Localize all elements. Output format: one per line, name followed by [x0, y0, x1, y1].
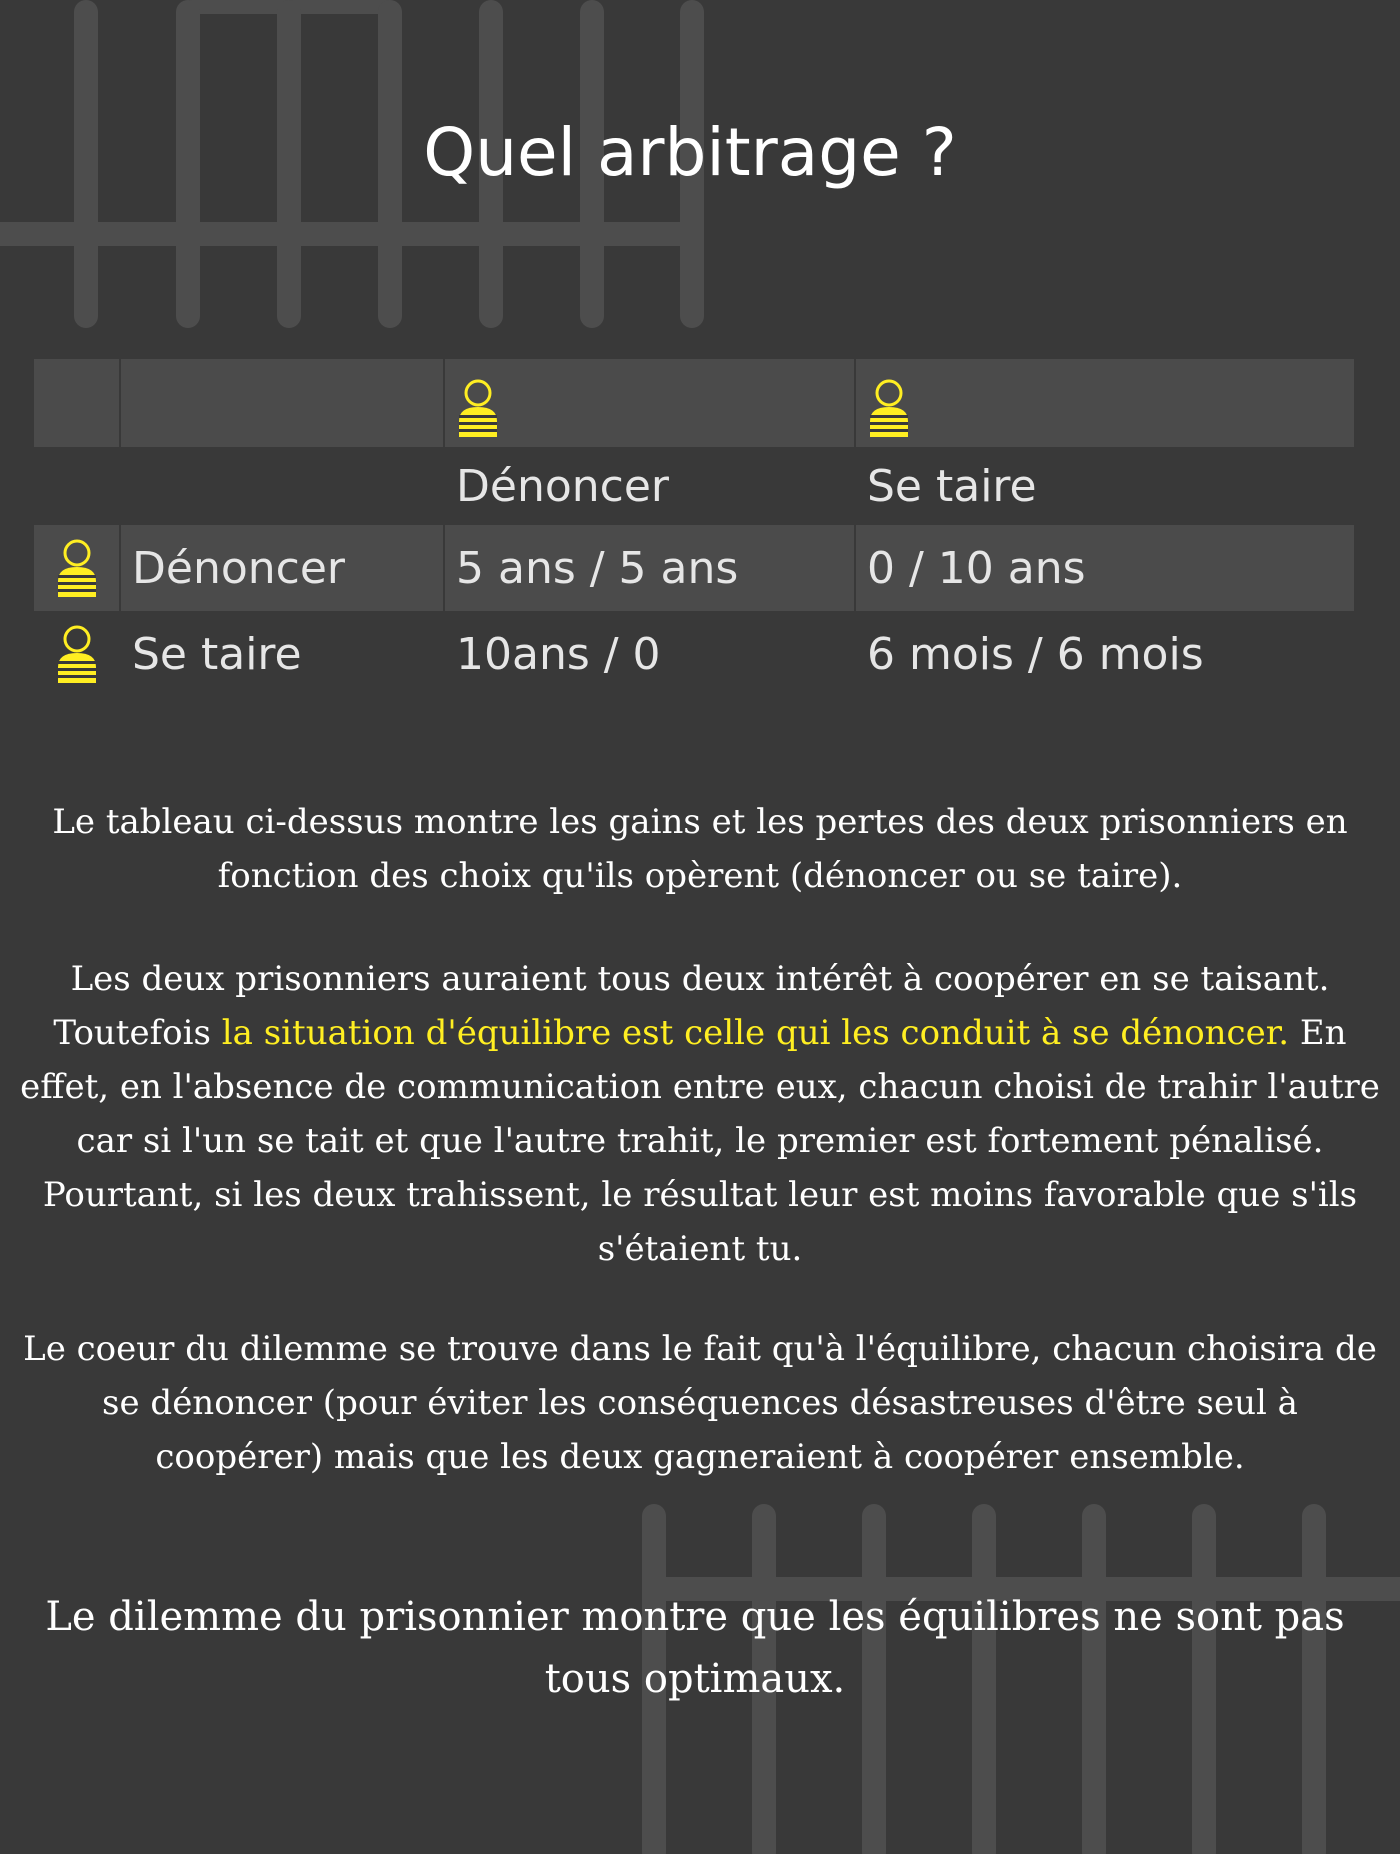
table-cell: 10ans / 0 [445, 611, 856, 697]
prisoner-pawn-icon [456, 377, 500, 439]
conclusion-text: Le dilemme du prisonnier montre que les équilibres ne sont pas tous optimaux. [45, 1594, 1345, 1702]
prisoner-pawn-icon [867, 377, 911, 439]
table-cell: 5 ans / 5 ans [445, 525, 856, 611]
explanation-paragraph-1: Le tableau ci-dessus montre les gains et les pertes des deux prisonniers en fonction des choix qu'ils opèrent (dénoncer ou se taire). [52, 802, 1348, 896]
row-label: Se taire [121, 611, 445, 697]
prisoner-pawn-icon [55, 537, 99, 599]
page-title: Quel arbitrage ? [423, 114, 957, 191]
row-player-icon-cell [34, 525, 121, 611]
table-header-row [34, 359, 1354, 447]
row-player-icon-cell [34, 611, 121, 697]
table-corner-cell [34, 359, 121, 447]
prisoner-pawn-icon [55, 623, 99, 685]
table-corner-cell [121, 359, 445, 447]
paragraph-text: En effet, en l'absence de communication entre eux, chacun choisi de trahir l'autre car si l'un se tait et que l'autre trahit, le premier est fortement pénalisé. Pourtant, si les deux trahissent, le résultat leur est moins favorable que s'ils s'étaient tu. [20, 1013, 1380, 1269]
explanation-paragraph-2 [20, 952, 1380, 1276]
paragraph-text: Les deux prisonniers auraient tous deux intérêt à coopérer en se taisant. Toutefois [53, 959, 1330, 1053]
table-row [34, 525, 1354, 611]
column-label: Dénoncer [445, 447, 856, 525]
payoff-table [34, 359, 1354, 697]
row-label: Dénoncer [121, 525, 445, 611]
column-label: Se taire [867, 460, 1037, 512]
explanation-paragraph-3: Le coeur du dilemme se trouve dans le fait qu'à l'équilibre, chacun choisira de se dénoncer (pour éviter les conséquences désastreuses d'être seul à coopérer) mais que les deux gagneraient à coopérer ensemble. [23, 1329, 1377, 1477]
table-cell: 6 mois / 6 mois [867, 628, 1204, 680]
table-cell: 0 / 10 ans [856, 525, 1354, 611]
column-player-icon-cell [445, 359, 856, 447]
table-column-labels-row [34, 447, 1354, 525]
column-player-icon-cell [856, 359, 1354, 447]
table-row [34, 611, 1354, 697]
highlighted-text: la situation d'équilibre est celle qui les conduit à se dénoncer. [221, 1013, 1290, 1053]
